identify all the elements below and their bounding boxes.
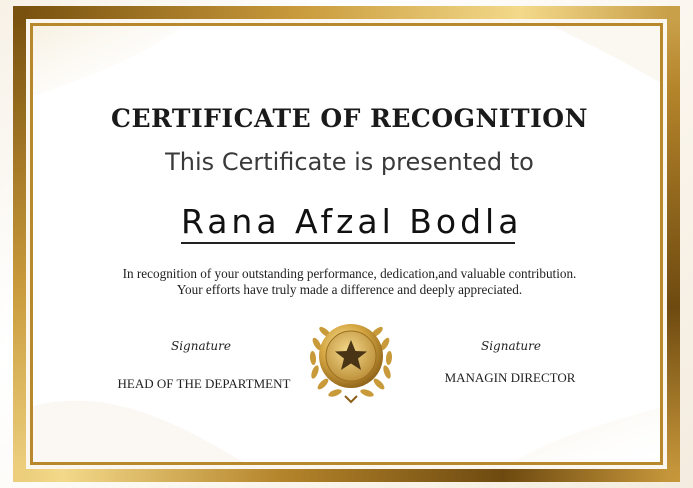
recipient-name: Rana Afzal Bodla [181,202,523,241]
signature-right: Signature [480,339,541,353]
certificate-panel [30,23,663,465]
message-line-1: In recognition of your outstanding performance, dedication,and valuable contribution. [122,266,577,281]
recognition-message [33,266,663,298]
role-left: HEAD OF THE DEPARTMENT [117,376,291,391]
signature-left: Signature [170,339,231,353]
role-right: MANAGIN DIRECTOR [444,370,576,385]
gold-star-medal-icon [303,314,399,406]
recipient-underline [181,242,515,244]
certificate-title: CERTIFICATE OF RECOGNITION [111,104,588,133]
certificate-subtitle: This Certificate is presented to [165,148,534,176]
message-line-2: Your efforts have truly made a difference and deeply appreciated. [176,282,523,297]
